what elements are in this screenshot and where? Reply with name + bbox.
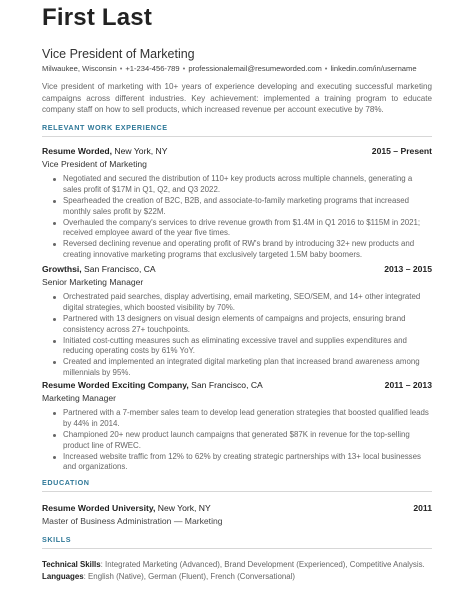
- job-dates: 2015 – Present: [371, 146, 432, 156]
- summary-paragraph: Vice president of marketing with 10+ years of experience developing and executing successful marketing campaigns across different industries. Key achievement: implemented a training program to educate company staff on how to sell products, which increased revenue per account executive by 78%.: [42, 82, 432, 115]
- job-dates: 2011 – 2013: [384, 380, 432, 390]
- achievement-bullet: Negotiated and secured the distribution of 110+ key products across multiple channels, generating a sales profit of $17M in Q1, Q2, and Q3 2022.: [63, 174, 432, 195]
- company-location: San Francisco, CA: [81, 264, 156, 274]
- achievement-bullet: Increased website traffic from 12% to 62% by creating strategic partnerships with 13+ local businesses and organizations.: [63, 452, 432, 473]
- achievement-bullet: Spearheaded the creation of B2C, B2B, and associate-to-family marketing programs that increased monthly sales profit by $22M.: [63, 196, 432, 217]
- job-entry-2: [42, 264, 432, 379]
- achievement-bullet: Partnered with a 7-member sales team to develop lead generation strategies that boosted qualified leads by 44% in 2014.: [63, 408, 432, 429]
- graduation-year: 2011: [413, 503, 432, 513]
- experience-heading: RELEVANT WORK EXPERIENCE: [42, 123, 168, 132]
- section-divider: [42, 548, 432, 549]
- separator-dot: •: [324, 64, 328, 73]
- achievement-bullet: Partnered with 13 designers on visual design elements of campaigns and projects, ensuring brand consistency across 27+ touchpoints.: [63, 314, 432, 335]
- company-location: San Francisco, CA: [188, 380, 263, 390]
- degree-text: Master of Business Administration — Marketing: [42, 516, 223, 526]
- achievement-bullet: Initiated cost-cutting measures such as eliminating excessive travel and supplies expenditures and reducing operating costs by 61% YoY.: [63, 336, 432, 357]
- technical-skills-line: [42, 559, 432, 571]
- skills-block: [42, 559, 432, 582]
- achievement-bullet: Orchestrated paid searches, display advertising, email marketing, SEO/SEM, and 14+ other integrated digital strategies, which boosted visibility by 70%.: [63, 292, 432, 313]
- job-title: Vice President of Marketing: [42, 159, 147, 169]
- phone-text: +1-234-456-789: [125, 64, 180, 73]
- section-divider: [42, 136, 432, 137]
- achievement-list: [42, 174, 432, 261]
- job-dates: 2013 – 2015: [384, 264, 432, 274]
- linkedin-link[interactable]: linkedin.com/in/username: [330, 64, 417, 73]
- achievement-list: [42, 292, 432, 379]
- languages-line: [42, 571, 432, 583]
- achievement-bullet: Reversed declining revenue and operating profit of RW's brand by introducing 32+ new products and creating innovative marketing programs that exclusively targeted 1.5M baby boomers.: [63, 239, 432, 260]
- technical-skills-text: : Integrated Marketing (Advanced), Brand Development (Experienced), Competitive Analysis.: [100, 560, 425, 569]
- school-location: New York, NY: [155, 503, 211, 513]
- education-heading: EDUCATION: [42, 478, 90, 487]
- school-name: Resume Worded University,: [42, 503, 156, 513]
- separator-dot: •: [182, 64, 186, 73]
- separator-dot: •: [119, 64, 123, 73]
- languages-text: : English (Native), German (Fluent), French (Conversational): [83, 571, 296, 581]
- candidate-name: First Last: [42, 4, 153, 31]
- candidate-title: Vice President of Marketing: [42, 47, 195, 61]
- education-entry: [42, 503, 432, 526]
- section-divider: [42, 491, 432, 492]
- skills-heading: SKILLS: [42, 535, 72, 544]
- job-entry-1: [42, 146, 432, 261]
- job-header: [42, 146, 432, 158]
- job-header: [42, 380, 432, 392]
- job-header: [42, 264, 432, 276]
- languages-label: Languages: [42, 571, 84, 581]
- company-name: Resume Worded,: [42, 146, 113, 156]
- technical-skills-label: Technical Skills: [42, 560, 101, 569]
- achievement-bullet: Championed 20+ new product launch campaigns that generated $87K in revenue for the top-selling product line of RWEC.: [63, 430, 432, 451]
- location-text: Milwaukee, Wisconsin: [42, 64, 117, 73]
- contact-line: [42, 64, 417, 73]
- education-header: [42, 503, 432, 515]
- company-name: Growthsi,: [42, 264, 82, 274]
- achievement-list: [42, 408, 432, 473]
- company-location: New York, NY: [112, 146, 168, 156]
- company-name: Resume Worded Exciting Company,: [42, 380, 189, 390]
- achievement-bullet: Overhauled the company's services to drive revenue growth from $1.4M in Q1 2016 to $115M in 2021; received employee award of the year five times.: [63, 218, 432, 239]
- job-entry-3: [42, 380, 432, 473]
- achievement-bullet: Created and implemented an integrated digital marketing plan that increased brand awareness among millennials by 95%.: [63, 357, 432, 378]
- job-title: Senior Marketing Manager: [42, 277, 144, 287]
- job-title: Marketing Manager: [42, 393, 117, 403]
- email-link[interactable]: professionalemail@resumeworded.com: [188, 64, 322, 73]
